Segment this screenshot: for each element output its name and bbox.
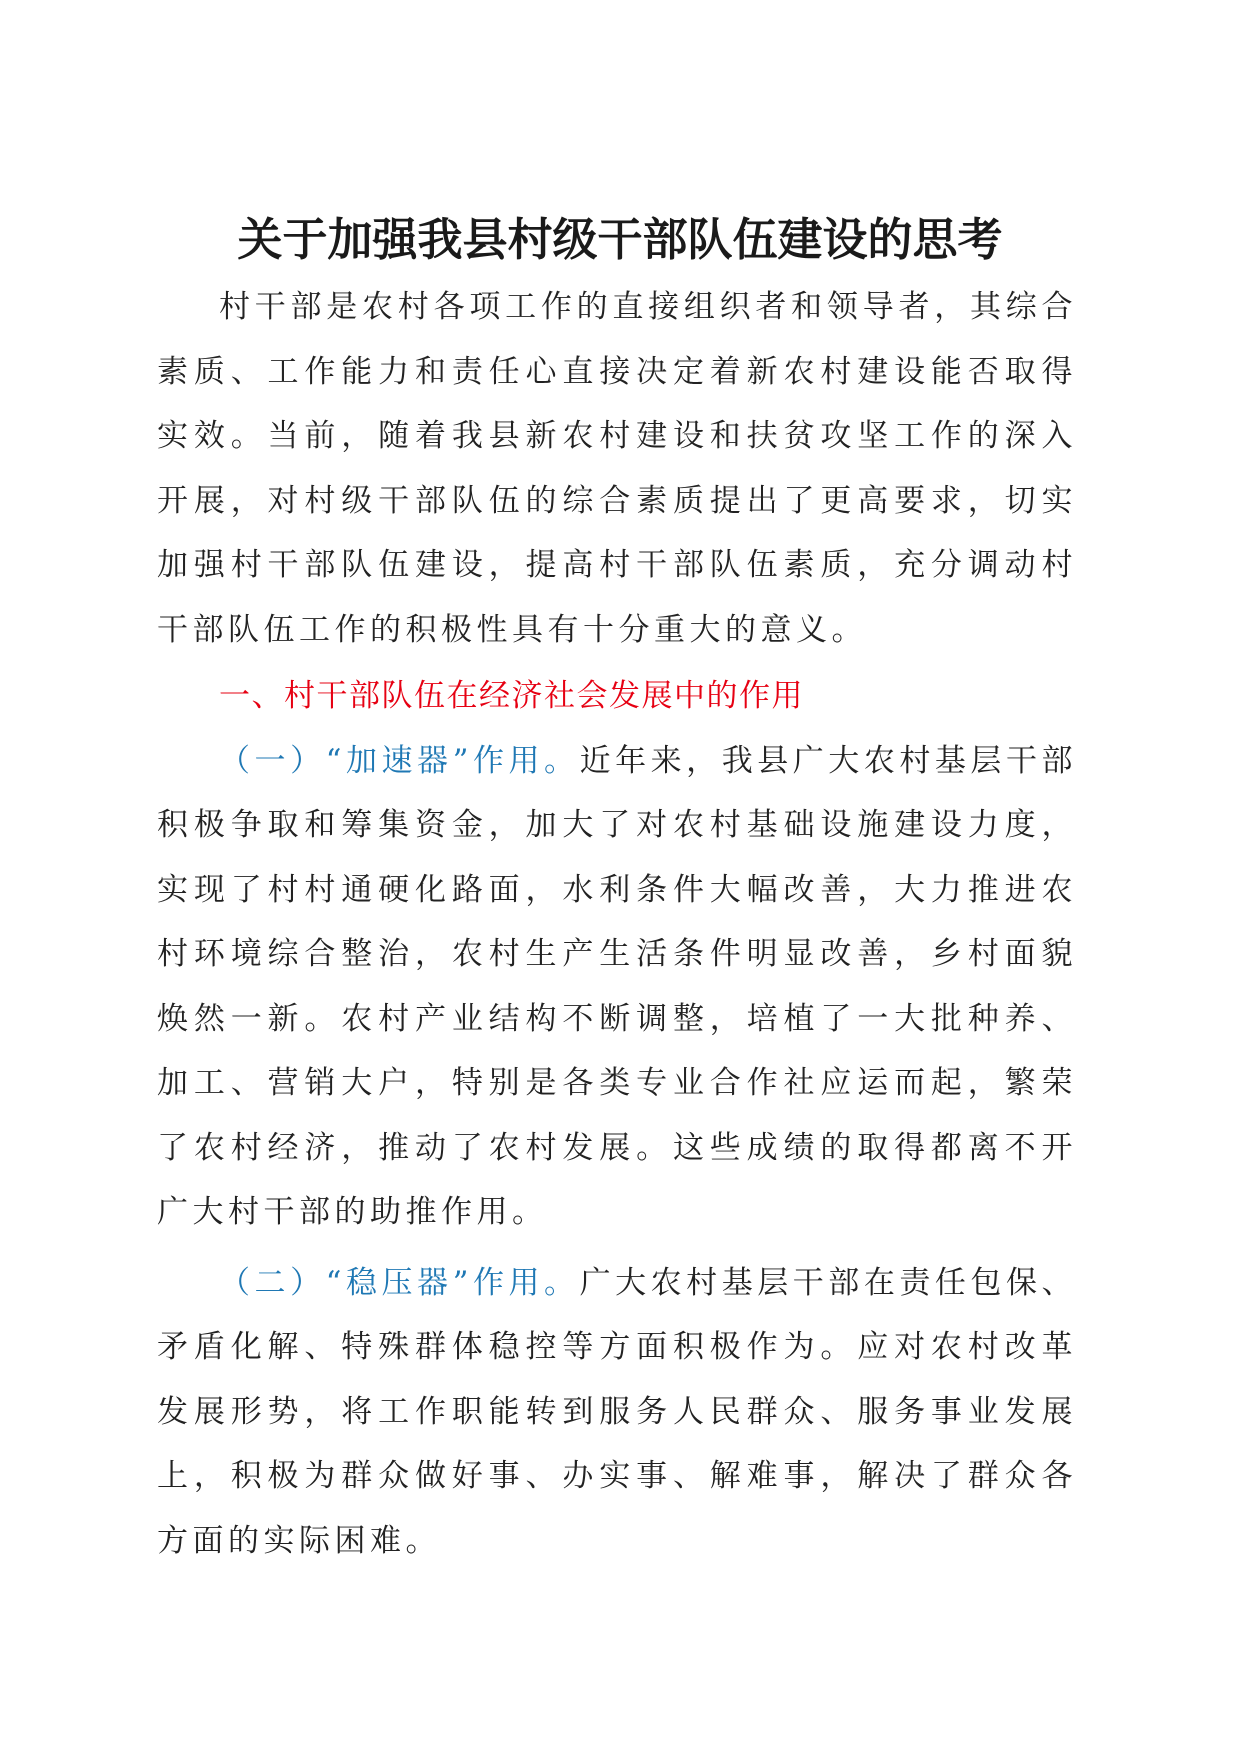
subsection-label: （一）“加速器”作用。 [219,742,580,779]
list-item [157,729,1077,1245]
subsection-text: 近年来，我县广大农村基层干部积极争取和筹集资金，加大了对农村基础设施建设力度，实现了村村通硬化路面，水利条件大幅改善，大力推进农村环境综合整治，农村生产生活条件明显改善，乡村面貌焕然一新。农村产业结构不断调整，培植了一大批种养、加工、营销大户，特别是各类专业合作社应运而起，繁荣了农村经济，推动了农村发展。这些成绩的取得都离不开广大村干部的助推作用。 [157,742,1077,1230]
subsection-label: （二）“稳压器”作用。 [219,1264,580,1301]
list-item [157,1251,1077,1574]
section-heading: 一、村干部队伍在经济社会发展中的作用 [219,678,804,714]
document-title: 关于加强我县村级干部队伍建设的思考 [237,213,1003,266]
document-body [157,275,1077,1573]
intro-paragraph: 村干部是农村各项工作的直接组织者和领导者，其综合素质、工作能力和责任心直接决定着新农村建设能否取得实效。当前，随着我县新农村建设和扶贫攻坚工作的深入开展，对村级干部队伍的综合素质提出了更高要求，切实加强村干部队伍建设，提高村干部队伍素质，充分调动村干部队伍工作的积极性具有十分重大的意义。 [157,289,1077,648]
subsection-text: 广大农村基层干部在责任包保、矛盾化解、特殊群体稳控等方面积极作为。应对农村改革发展形势，将工作职能转到服务人民群众、服务事业发展上，积极为群众做好事、办实事、解难事，解决了群众各方面的实际困难。 [157,1264,1077,1559]
